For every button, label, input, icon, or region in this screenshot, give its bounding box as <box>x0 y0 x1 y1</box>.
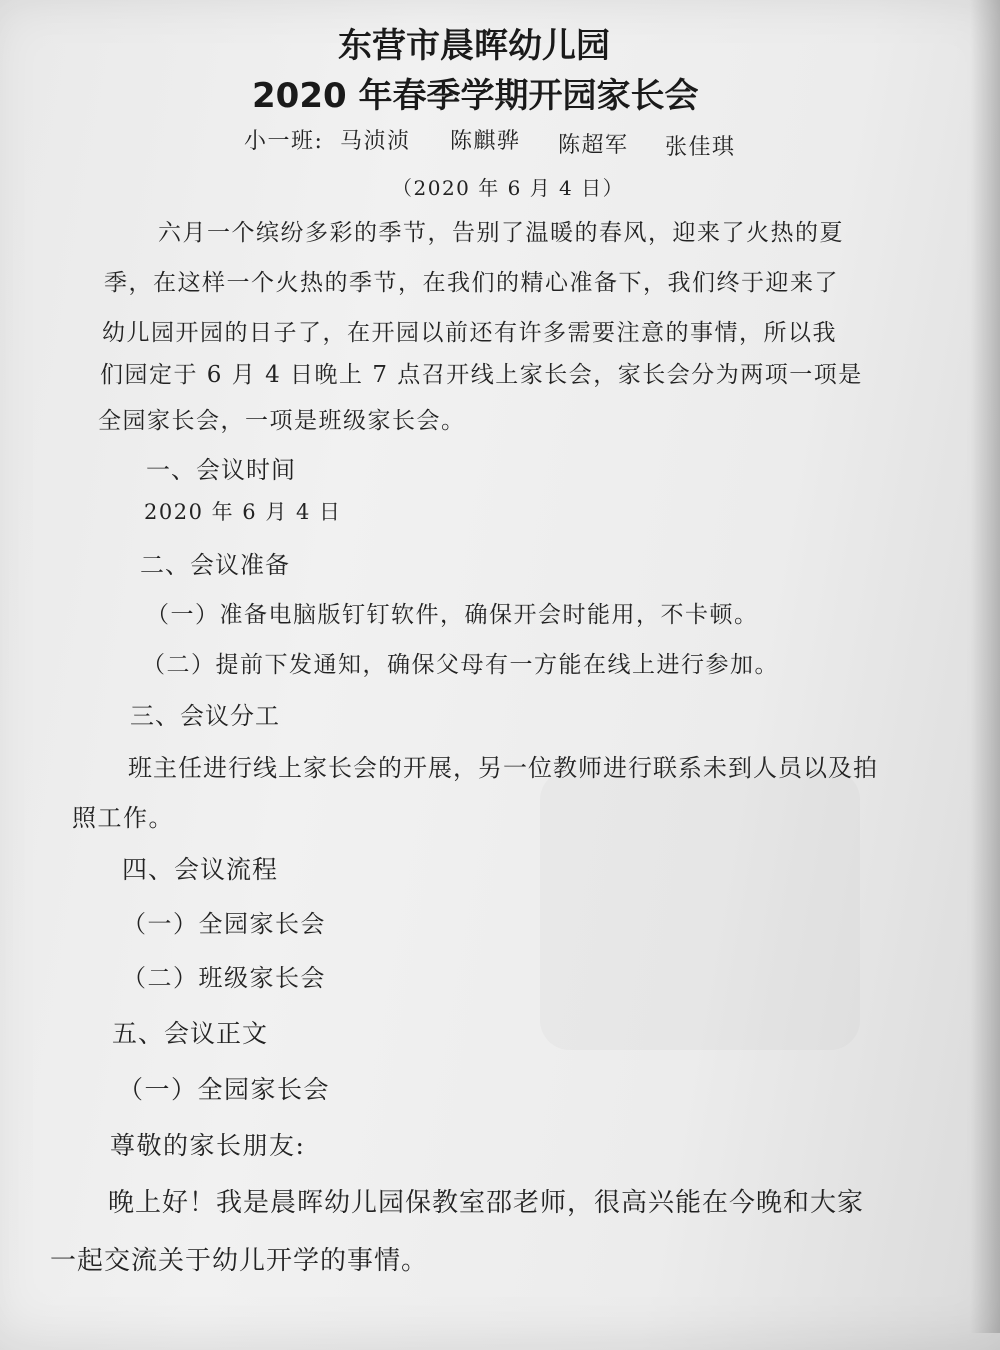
document-title: 东营市晨晖幼儿园 <box>338 26 610 66</box>
intro-line: 季，在这样一个火热的季节，在我们的精心准备下，我们终于迎来了 <box>104 270 839 296</box>
section-item: （二）提前下发通知，确保父母有一方能在线上进行参加。 <box>142 652 779 678</box>
page-edge-shadow <box>970 0 1000 1333</box>
section-text: 班主任进行线上家长会的开展，另一位教师进行联系未到人员以及拍 <box>128 754 878 782</box>
meeting-date: （2020 年 6 月 4 日） <box>392 176 625 200</box>
intro-line: 幼儿园开园的日子了，在开园以前还有许多需要注意的事情，所以我 <box>102 320 837 346</box>
section-heading: 一、会议时间 <box>146 456 296 484</box>
document-subtitle: 2020 年春季学期开园家长会 <box>252 76 699 116</box>
intro-line: 们园定于 6 月 4 日晚上 7 点召开线上家长会，家长会分为两项一项是 <box>100 362 863 388</box>
speech-line: 一起交流关于幼儿开学的事情。 <box>50 1246 429 1276</box>
section-heading: 四、会议流程 <box>122 855 279 884</box>
class-label: 小一班: <box>244 129 324 154</box>
section-item: （一）准备电脑版钉钉软件，确保开会时能用，不卡顿。 <box>146 602 759 628</box>
section-heading: 三、会议分工 <box>130 702 280 730</box>
greeting: 尊敬的家长朋友: <box>110 1131 306 1160</box>
teacher-name: 陈超军 <box>558 133 629 158</box>
intro-line: 六月一个缤纷多彩的季节，告别了温暖的春风，迎来了火热的夏 <box>158 220 844 246</box>
teacher-name: 张佳琪 <box>665 135 736 160</box>
bleed-through-shadow <box>540 770 860 1050</box>
section-item: （二）班级家长会 <box>122 964 326 992</box>
section-heading: 五、会议正文 <box>112 1019 269 1048</box>
teacher-name: 马浈浈 <box>340 129 411 154</box>
section-item: （一）全园家长会 <box>122 910 326 938</box>
section-item: （一）全园家长会 <box>118 1075 331 1104</box>
teacher-name: 陈麒骅 <box>450 129 521 154</box>
section-text: 2020 年 6 月 4 日 <box>144 500 342 524</box>
intro-line: 全园家长会，一项是班级家长会。 <box>98 408 466 434</box>
speech-line: 晚上好！我是晨晖幼儿园保教室邵老师，很高兴能在今晚和大家 <box>108 1188 865 1218</box>
section-heading: 二、会议准备 <box>140 551 290 579</box>
section-text: 照工作。 <box>72 804 174 832</box>
